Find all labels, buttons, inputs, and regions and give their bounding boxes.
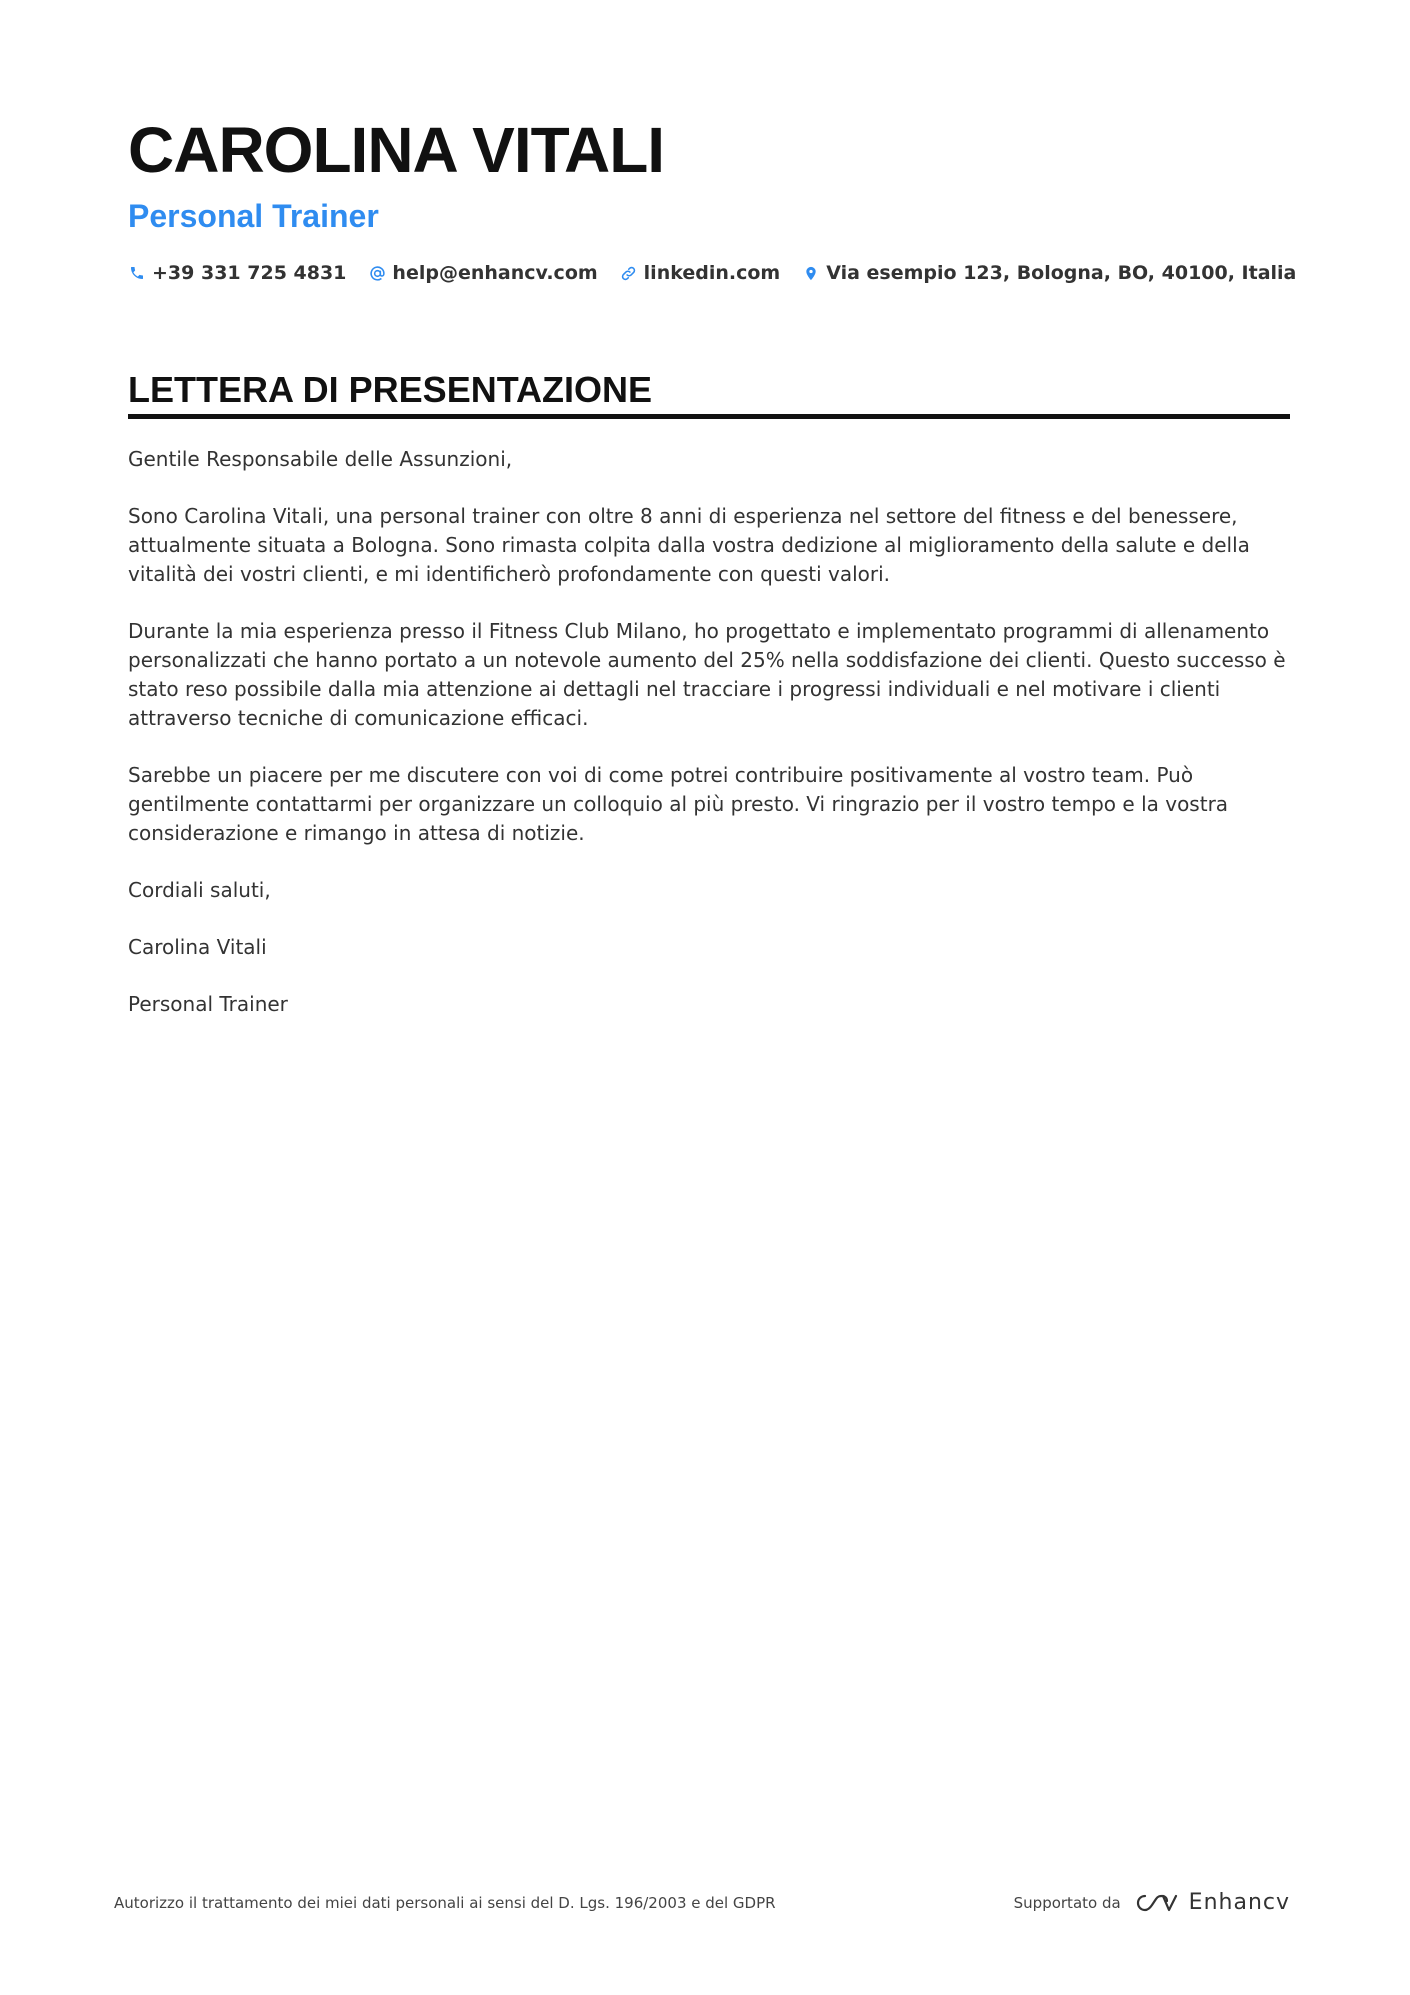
contact-phone[interactable]	[128, 262, 346, 284]
cover-letter-page	[128, 100, 1297, 1047]
signature-role: Personal Trainer	[128, 991, 288, 1016]
contact-email[interactable]	[368, 262, 597, 284]
letter-paragraph: Sarebbe un piacere per me discutere con voi di come potrei contribuire positivamente al vostro team. Può gentilmente contattarmi per organizzare un colloquio al più presto. Vi ringrazio per il vostro tempo e la vostra considerazione e rimango in attesa di notizie.	[128, 762, 1229, 845]
section-title: LETTERA DI PRESENTAZIONE	[128, 370, 1290, 419]
location-pin-icon	[802, 264, 820, 282]
letter-body	[128, 445, 1290, 1019]
powered-by-label: Supportato da	[1013, 1893, 1121, 1912]
at-icon	[368, 264, 386, 282]
letter-closing: Cordiali saluti,	[128, 877, 271, 902]
candidate-role: Personal Trainer	[128, 198, 379, 234]
privacy-consent-text: Autorizzo il trattamento dei miei dati personali ai sensi del D. Lgs. 196/2003 e del GDPR	[114, 1893, 776, 1912]
contact-address	[802, 262, 1296, 284]
letter-greeting: Gentile Responsabile delle Assunzioni,	[128, 446, 513, 471]
letter-paragraph: Sono Carolina Vitali, una personal trainer con oltre 8 anni di esperienza nel settore del fitness e del benessere, attualmente situata a Bologna. Sono rimasta colpita dalla vostra dedizione al miglioramento della salute e della vitalità dei vostri clienti, e mi identificherò profondamente con questi valori.	[128, 503, 1250, 586]
enhancv-logo-icon	[1133, 1891, 1179, 1915]
letter-paragraph: Durante la mia esperienza presso il Fitness Club Milano, ho progettato e implementato programmi di allenamento personalizzati che hanno portato a un notevole aumento del 25% nella soddisfazione dei clienti. Questo successo è stato reso possibile dalla mia attenzione ai dettagli nel tracciare i progressi individuali e nel motivare i clienti attraverso tecniche di comunicazione efficaci.	[128, 618, 1286, 730]
page-footer	[114, 1890, 1290, 1915]
contact-phone-text: +39 331 725 4831	[152, 262, 347, 284]
signature-name: Carolina Vitali	[128, 934, 267, 959]
contact-linkedin[interactable]	[620, 262, 781, 284]
phone-icon	[128, 264, 146, 282]
contact-bar	[128, 262, 1297, 284]
contact-address-text: Via esempio 123, Bologna, BO, 40100, Italia	[826, 262, 1297, 284]
contact-linkedin-text: linkedin.com	[643, 262, 781, 284]
powered-by[interactable]	[1014, 1890, 1290, 1915]
candidate-name: CAROLINA VITALI	[128, 114, 665, 186]
link-icon	[620, 264, 638, 282]
contact-email-text: help@enhancv.com	[392, 262, 598, 284]
brand-name: Enhancv	[1188, 1890, 1290, 1915]
